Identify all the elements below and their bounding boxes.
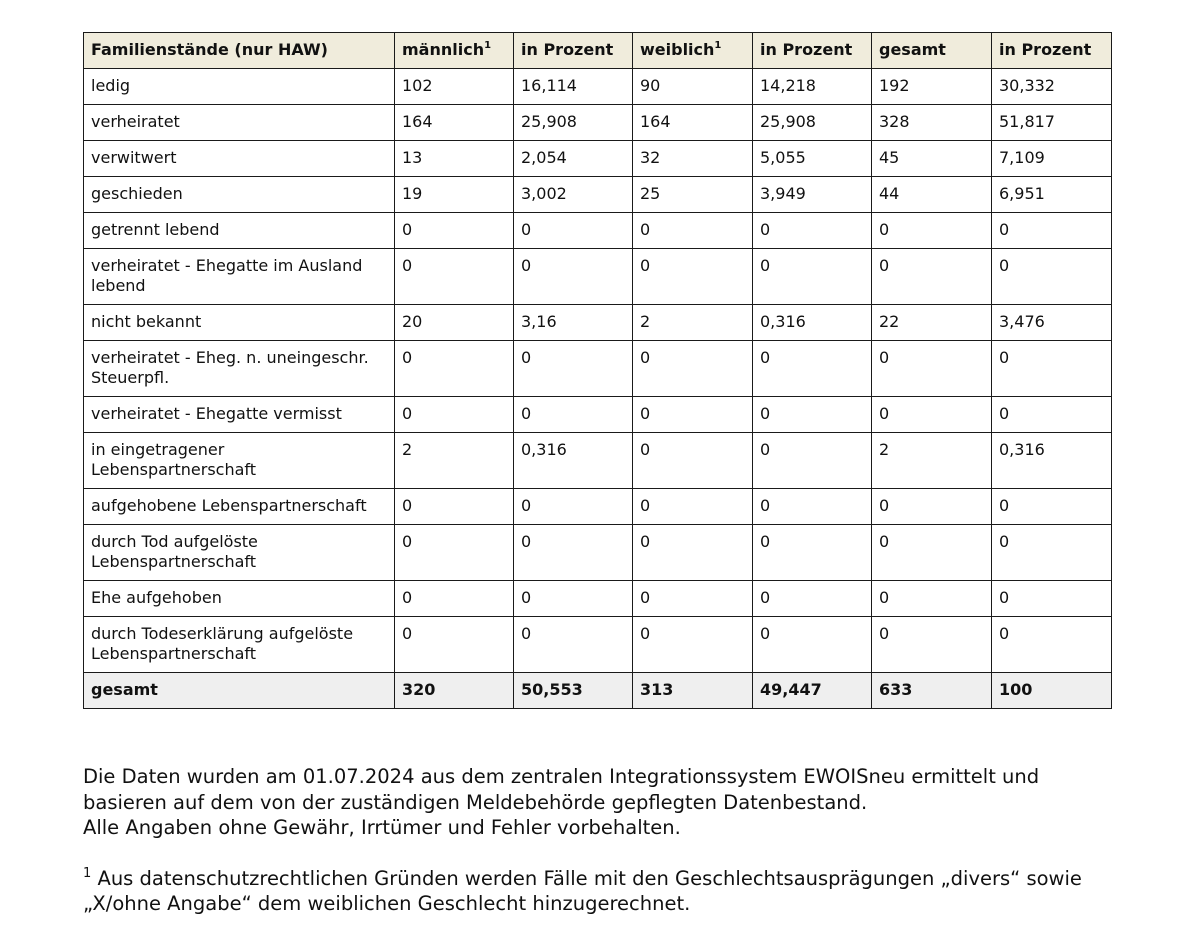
value-cell: 0: [514, 397, 633, 433]
value-cell: 0: [992, 397, 1112, 433]
row-label-cell: verwitwert: [84, 141, 395, 177]
value-cell: 0: [753, 433, 872, 489]
value-cell: 25,908: [753, 105, 872, 141]
column-header: [84, 33, 395, 69]
value-cell: 0,316: [992, 433, 1112, 489]
value-cell: 0: [753, 525, 872, 581]
family-status-table: [83, 32, 1112, 709]
row-label-cell: in eingetragener Lebenspartnerschaft: [84, 433, 395, 489]
value-cell: 0: [514, 525, 633, 581]
table-body: [84, 69, 1112, 673]
value-cell: 0: [395, 525, 514, 581]
value-cell: 19: [395, 177, 514, 213]
value-cell: 2: [633, 305, 753, 341]
disclaimer-note: Alle Angaben ohne Gewähr, Irrtümer und Fehler vorbehalten.: [83, 816, 681, 839]
value-cell: 0: [514, 249, 633, 305]
value-cell: 7,109: [992, 141, 1112, 177]
value-cell: 2,054: [514, 141, 633, 177]
value-cell: 2: [872, 433, 992, 489]
row-label-cell: aufgehobene Lebenspartnerschaft: [84, 489, 395, 525]
column-header-label: gesamt: [879, 40, 946, 59]
value-cell: 0: [514, 489, 633, 525]
value-cell: 0: [872, 213, 992, 249]
row-label-cell: verheiratet - Eheg. n. uneingeschr. Steuerpfl.: [84, 341, 395, 397]
table-row: [84, 69, 1112, 105]
total-value-cell: 633: [872, 673, 992, 709]
value-cell: 0: [872, 341, 992, 397]
value-cell: 0: [633, 213, 753, 249]
row-label-cell: verheiratet - Ehegatte vermisst: [84, 397, 395, 433]
value-cell: 0: [395, 341, 514, 397]
value-cell: 5,055: [753, 141, 872, 177]
value-cell: 0: [514, 213, 633, 249]
column-header-label: in Prozent: [760, 40, 853, 59]
value-cell: 0: [633, 489, 753, 525]
value-cell: 0: [514, 341, 633, 397]
value-cell: 0: [992, 249, 1112, 305]
row-label-cell: geschieden: [84, 177, 395, 213]
value-cell: 0: [872, 617, 992, 673]
value-cell: 0: [395, 489, 514, 525]
value-cell: 90: [633, 69, 753, 105]
value-cell: 16,114: [514, 69, 633, 105]
value-cell: 164: [395, 105, 514, 141]
value-cell: 0: [992, 581, 1112, 617]
value-cell: 0: [753, 213, 872, 249]
value-cell: 0: [872, 581, 992, 617]
row-label-cell: nicht bekannt: [84, 305, 395, 341]
value-cell: 0: [514, 617, 633, 673]
table-row: [84, 249, 1112, 305]
value-cell: 0: [514, 581, 633, 617]
value-cell: 164: [633, 105, 753, 141]
value-cell: 0: [395, 581, 514, 617]
column-header: [753, 33, 872, 69]
value-cell: 0: [633, 397, 753, 433]
value-cell: 2: [395, 433, 514, 489]
value-cell: 45: [872, 141, 992, 177]
table-row: [84, 177, 1112, 213]
value-cell: 44: [872, 177, 992, 213]
table-header: [84, 33, 1112, 69]
row-label-cell: durch Tod aufgelöste Lebenspartnerschaft: [84, 525, 395, 581]
value-cell: 14,218: [753, 69, 872, 105]
total-label-cell: gesamt: [84, 673, 395, 709]
total-value-cell: 313: [633, 673, 753, 709]
table-row: [84, 489, 1112, 525]
table-row: [84, 617, 1112, 673]
column-header-label: Familienstände (nur HAW): [91, 40, 328, 59]
value-cell: 0: [872, 397, 992, 433]
column-header: [514, 33, 633, 69]
value-cell: 51,817: [992, 105, 1112, 141]
row-label-cell: ledig: [84, 69, 395, 105]
value-cell: 25: [633, 177, 753, 213]
value-cell: 3,16: [514, 305, 633, 341]
column-header-label: in Prozent: [999, 40, 1092, 59]
value-cell: 3,949: [753, 177, 872, 213]
value-cell: 102: [395, 69, 514, 105]
value-cell: 25,908: [514, 105, 633, 141]
value-cell: 328: [872, 105, 992, 141]
table-row: [84, 141, 1112, 177]
value-cell: 0: [633, 617, 753, 673]
column-header-label: in Prozent: [521, 40, 614, 59]
total-value-cell: 320: [395, 673, 514, 709]
value-cell: 0: [395, 213, 514, 249]
column-header: [633, 33, 753, 69]
value-cell: 0,316: [514, 433, 633, 489]
value-cell: 0: [872, 489, 992, 525]
column-header: [992, 33, 1112, 69]
footnote-mark: 1: [83, 866, 92, 881]
value-cell: 30,332: [992, 69, 1112, 105]
row-label-cell: getrennt lebend: [84, 213, 395, 249]
value-cell: 0: [992, 617, 1112, 673]
value-cell: 0: [872, 525, 992, 581]
value-cell: 32: [633, 141, 753, 177]
value-cell: 0: [753, 249, 872, 305]
value-cell: 0: [633, 341, 753, 397]
value-cell: 0: [753, 341, 872, 397]
row-label-cell: Ehe aufgehoben: [84, 581, 395, 617]
value-cell: 0: [992, 213, 1112, 249]
value-cell: 0: [992, 525, 1112, 581]
value-cell: 0: [872, 249, 992, 305]
value-cell: 0: [395, 397, 514, 433]
row-label-cell: verheiratet: [84, 105, 395, 141]
table-row: [84, 581, 1112, 617]
notes-section: [83, 764, 1123, 917]
value-cell: 22: [872, 305, 992, 341]
total-value-cell: 50,553: [514, 673, 633, 709]
total-value-cell: 49,447: [753, 673, 872, 709]
column-header-label: männlich: [402, 40, 485, 59]
footnote-reference: 1: [484, 39, 492, 51]
value-cell: 192: [872, 69, 992, 105]
value-cell: 0: [753, 581, 872, 617]
header-row: [84, 33, 1112, 69]
value-cell: 0: [633, 581, 753, 617]
value-cell: 20: [395, 305, 514, 341]
value-cell: 6,951: [992, 177, 1112, 213]
value-cell: 0: [992, 341, 1112, 397]
value-cell: 0: [753, 397, 872, 433]
total-value-cell: 100: [992, 673, 1112, 709]
value-cell: 13: [395, 141, 514, 177]
value-cell: 0: [395, 249, 514, 305]
footnote-text: Aus datenschutzrechtlichen Gründen werden Fälle mit den Geschlechtsausprägungen „divers“ sowie „X/ohne Angabe“ dem weiblichen Geschlecht hinzugerechnet.: [83, 866, 1082, 915]
value-cell: 0: [633, 525, 753, 581]
data-source-note: Die Daten wurden am 01.07.2024 aus dem zentralen Integrationssystem EWOISneu ermittelt und basieren auf dem von der zuständigen Meldebehörde gepflegten Datenbestand.: [83, 765, 1040, 814]
table-row: [84, 341, 1112, 397]
table-row: [84, 105, 1112, 141]
value-cell: 0: [633, 433, 753, 489]
table-row: [84, 397, 1112, 433]
column-header: [872, 33, 992, 69]
value-cell: 3,476: [992, 305, 1112, 341]
value-cell: 0: [395, 617, 514, 673]
table-row: [84, 305, 1112, 341]
value-cell: 0: [633, 249, 753, 305]
row-label-cell: verheiratet - Ehegatte im Ausland lebend: [84, 249, 395, 305]
footnote-reference: 1: [714, 39, 722, 51]
table-row: [84, 213, 1112, 249]
value-cell: 0: [992, 489, 1112, 525]
column-header: [395, 33, 514, 69]
value-cell: 0: [753, 489, 872, 525]
value-cell: 0: [753, 617, 872, 673]
table-footer: [84, 673, 1112, 709]
column-header-label: weiblich: [640, 40, 715, 59]
table-row: [84, 433, 1112, 489]
table-row: [84, 525, 1112, 581]
total-row: [84, 673, 1112, 709]
row-label-cell: durch Todeserklärung aufgelöste Lebenspartnerschaft: [84, 617, 395, 673]
footnote: [83, 866, 1123, 917]
value-cell: 3,002: [514, 177, 633, 213]
value-cell: 0,316: [753, 305, 872, 341]
